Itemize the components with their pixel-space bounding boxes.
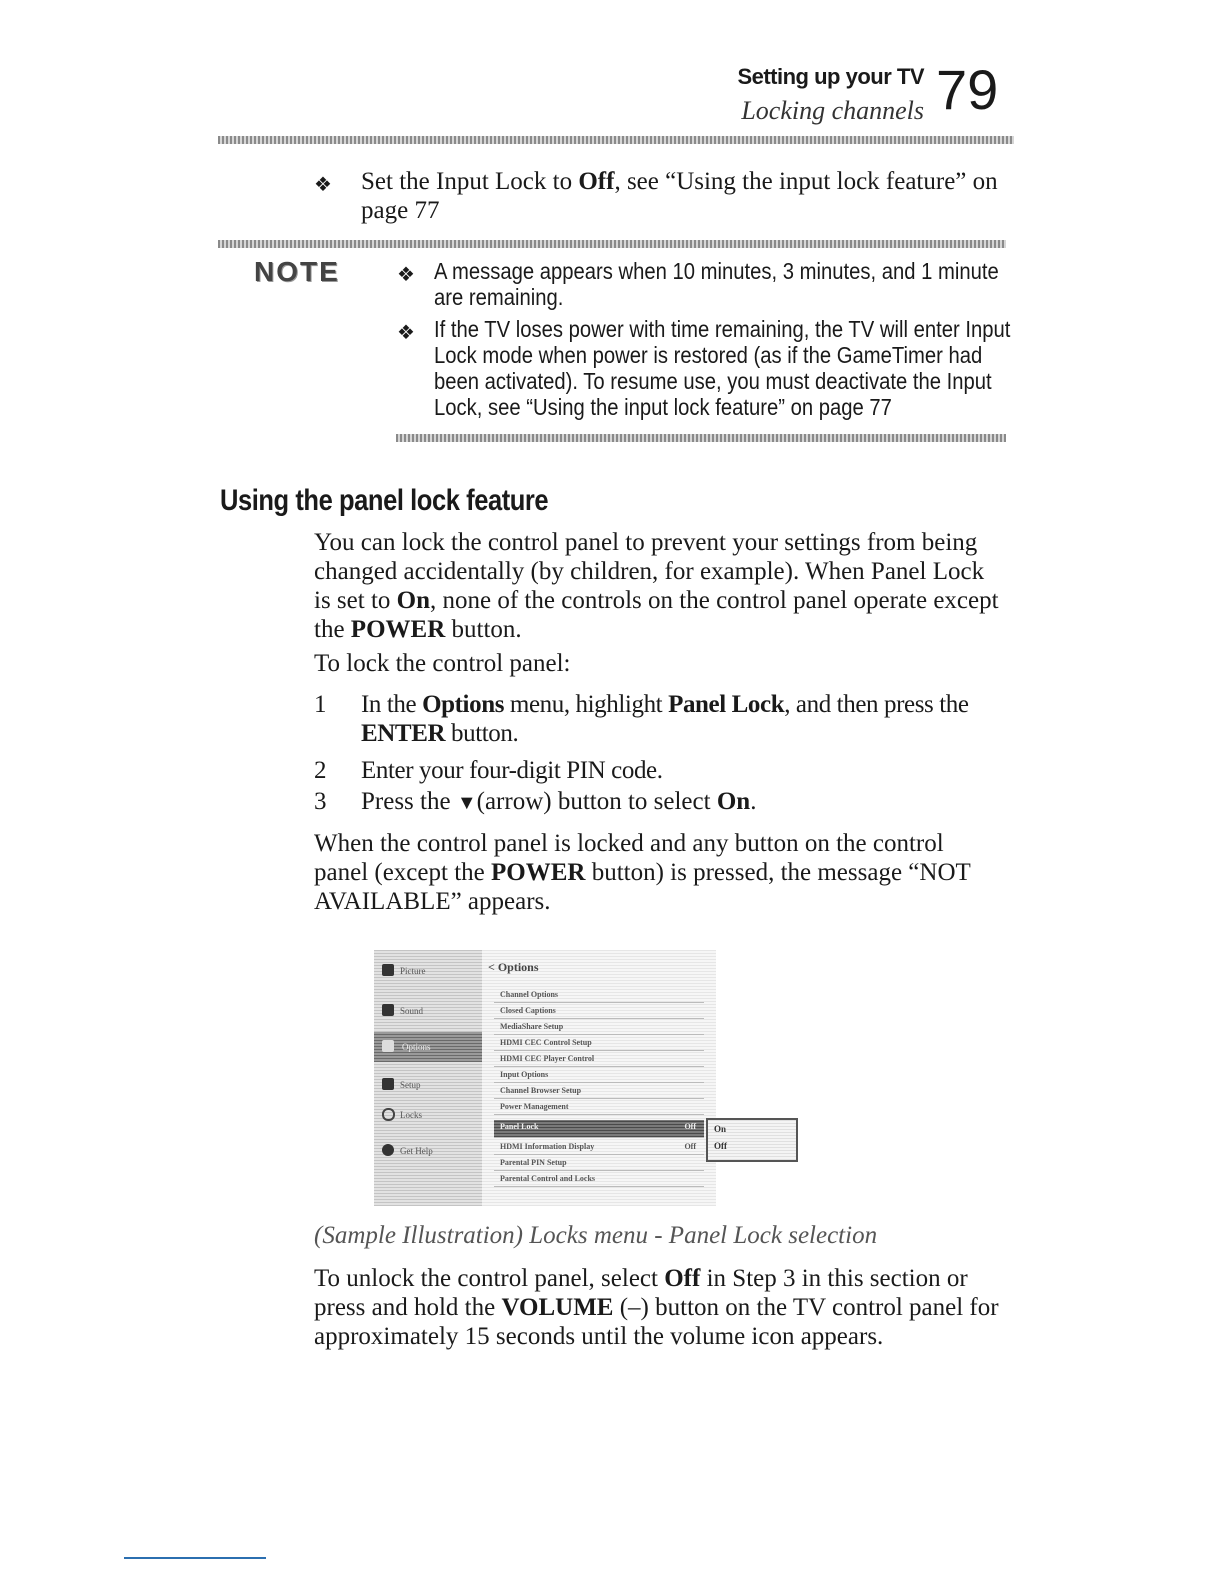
menu-item: Input Options (494, 1068, 704, 1083)
popup-option-on: On (714, 1124, 727, 1134)
menu-item: Channel Options (494, 988, 704, 1003)
step-text: Press the ▼(arrow) button to select On. (361, 788, 757, 815)
panel-lock-options-popup (706, 1118, 798, 1162)
running-header-title: Setting up your TV (737, 64, 924, 89)
note-bullet-icon: ❖ (397, 264, 415, 286)
setup-icon (382, 1078, 394, 1090)
menu-item: HDMI CEC Player Control (494, 1052, 704, 1067)
options-menu-illustration (374, 950, 716, 1206)
down-arrow-icon: ▼ (456, 792, 477, 814)
menu-item: Parental PIN Setup (494, 1156, 704, 1171)
note-bottom-rule (396, 434, 1006, 442)
figure-caption: (Sample Illustration) Locks menu - Panel Lock selection (314, 1222, 878, 1249)
step-number: 2 (314, 757, 327, 784)
page-number: 79 (936, 58, 999, 121)
lock-icon (382, 1108, 395, 1121)
sidebar-item-get-help: Get Help (380, 1138, 476, 1164)
running-header-subtitle: Locking channels (741, 96, 924, 125)
options-icon (382, 1040, 394, 1052)
unlock-paragraph: To unlock the control panel, select Off in Step 3 in this section or press and hold the VOLUME (–) button on the TV control panel for approximately 15 seconds until the volume icon appears. (314, 1265, 999, 1350)
section-heading: Using the panel lock feature (220, 484, 549, 517)
footer-line (124, 1557, 266, 1559)
sidebar-item-options: Options (374, 1032, 482, 1062)
step-number: 3 (314, 788, 327, 815)
intro-paragraph: You can lock the control panel to prevent your settings from being changed accidentally (by children, for example). When Panel Lock is set to On, none of the controls on the control panel operate except the POWER button. (314, 529, 999, 643)
top-bullet-text: Set the Input Lock to Off, see “Using the input lock feature” on page 77 (361, 168, 998, 224)
menu-item: HDMI CEC Control Setup (494, 1036, 704, 1051)
step-text: Enter your four-digit PIN code. (361, 757, 663, 784)
menu-item: HDMI Information Display Off (494, 1140, 704, 1155)
note-item: If the TV loses power with time remaining, the TV will enter Input Lock mode when power is restored (as if the GameTimer had been activated). To resume use, you must deactivate the Input Lock, see “Using the input lock feature” on page 77 (434, 316, 1011, 420)
header-rule (218, 136, 1014, 144)
note-item: A message appears when 10 minutes, 3 minutes, and 1 minute are remaining. (434, 258, 999, 310)
help-icon (382, 1144, 394, 1156)
note-top-rule (218, 240, 1006, 248)
menu-item: Channel Browser Setup (494, 1084, 704, 1099)
note-label: NOTE (254, 256, 340, 287)
picture-icon (382, 964, 394, 976)
step-text: In the Options menu, highlight Panel Lock, and then press the ENTER button. (361, 691, 969, 747)
menu-sidebar (374, 950, 482, 1206)
sidebar-item-setup: Setup (380, 1072, 476, 1098)
step-number: 1 (314, 691, 327, 718)
sidebar-item-locks: Locks (380, 1102, 476, 1128)
menu-item: Closed Captions (494, 1004, 704, 1019)
sidebar-item-sound: Sound (380, 998, 476, 1024)
menu-item-panel-lock: Panel Lock Off (494, 1120, 704, 1138)
note-bullet-icon: ❖ (397, 322, 415, 344)
bullet-icon: ❖ (314, 174, 332, 196)
locked-behavior-paragraph: When the control panel is locked and any button on the control panel (except the POWER button) is pressed, the message “NOT AVAILABLE” appears. (314, 830, 971, 915)
menu-title: < Options (488, 960, 539, 974)
menu-item: Parental Control and Locks (494, 1172, 704, 1187)
menu-item: Power Management (494, 1100, 704, 1115)
popup-option-off: Off (714, 1141, 727, 1151)
sidebar-item-picture: Picture (380, 958, 476, 984)
menu-item: MediaShare Setup (494, 1020, 704, 1035)
to-lock-lead: To lock the control panel: (314, 650, 571, 677)
sound-icon (382, 1004, 394, 1016)
